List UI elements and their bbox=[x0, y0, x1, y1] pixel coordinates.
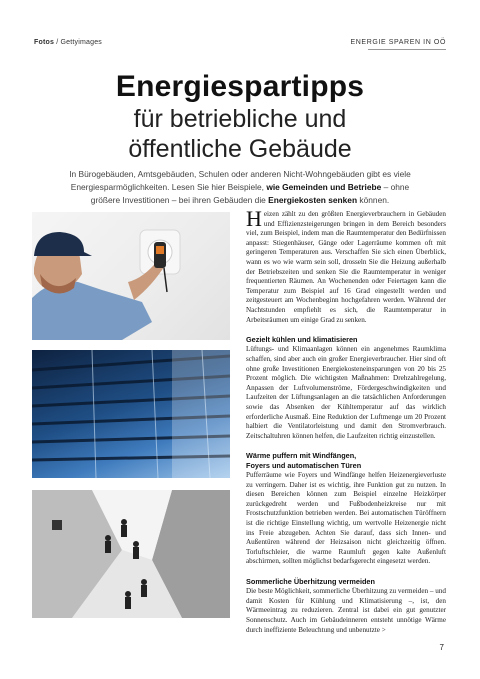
article-body bbox=[246, 206, 446, 635]
body-paragraph-1 bbox=[246, 206, 446, 325]
photo-credit bbox=[34, 39, 102, 46]
subheading-windbreaks-line-1: Wärme puffern mit Windfängen, bbox=[246, 451, 357, 461]
intro-paragraph bbox=[60, 168, 420, 207]
body-paragraph-4: Die beste Möglichkeit, sommerliche Überhitzung zu vermeiden – und damit Kosten für Kühlung und Klimatisierung –, ist, den Wärmeeintrag zu reduzieren. Zentral ist dabei ein gut genutzter Sonnenschutz. Auch im Gebäudeinneren entsteht unnötige Wärme durch ineffiziente Beleuchtung und unbenutzte > bbox=[246, 587, 446, 634]
photo-credit-label: Fotos bbox=[34, 39, 55, 46]
body-paragraph-3: Pufferräume wie Foyers und Windfänge helfen Heizenergieverluste zu verringern. Daher ist es wichtig, ihre Funktion gut zu nutzen. In diesen Bereichen können zum Beispiel einzelne Heizkörper zurückgedreht werden und Fußbodenheizkreise nur mit Frostschutzfunktion betrieben werden. Bei automatischen Türöffnern ist die richtige Einstellung wichtig, um wertvolle Heizenergie nicht ins Freie abzugeben. Achten Sie darauf, dass sich Innen- und Außentüren während der Heizsaison nicht gleichzeitig öffnen. Torluftschleier, die warme Raumluft gegen kalte Außenluft abschirmen, sollten möglichst bedarfsgerecht eingesetzt werden. bbox=[246, 470, 446, 566]
subtitle-line-1: für betriebliche und bbox=[133, 105, 347, 133]
header-rule bbox=[368, 49, 446, 50]
subheading-windbreaks bbox=[246, 451, 446, 470]
photo-credit-value: / Gettyimages bbox=[54, 39, 102, 46]
photo-lobby-people bbox=[32, 490, 230, 618]
intro-text-1: In Bürogebäuden, Amtsgebäuden, Schulen oder anderen Nicht-Wohngebäuden gibt es viele Energiesparmöglichkeiten. Lesen Sie hier Beispiele, bbox=[69, 169, 411, 192]
page-number: 7 bbox=[439, 643, 444, 652]
body-paragraph-2: Lüftungs- und Klimaanlagen können ein angenehmes Raumklima schaffen, sind aber auch ein großer Energieverbraucher. Hier sind oft ohne große Investitionen Energiekosteneinsparungen von 20 bis 25 Prozent möglich. Die wichtigsten Maßnahmen: Drehzahlregelung, Anpassen der Luftvolumenströme, Fördergeschwindigkeiten und Laufzeiten der Lüftungsanlagen an die tatsächlichen Anforderungen sowie das Absenken der Kühltemperatur auf das wirklich erforderliche Ausmaß. Eine Reduktion der Luftmenge um 20 Prozent halbiert die Ventilatorleistung und damit den Stromverbrauch. Zeitschaltuhren können helfen, die Laufzeiten richtig einzustellen. bbox=[246, 345, 446, 440]
page-title: Energiespartipps bbox=[115, 70, 365, 103]
subheading-overheating: Sommerliche Überhitzung vermeiden bbox=[246, 576, 375, 586]
photo-technician-thermostat bbox=[32, 212, 230, 340]
subtitle-line-2: öffentliche Gebäude bbox=[128, 135, 352, 163]
subheading-cooling: Gezielt kühlen und klimatisieren bbox=[246, 335, 358, 345]
intro-text-3: können. bbox=[357, 195, 390, 205]
subheading-windbreaks-line-2: Foyers und automatischen Türen bbox=[246, 460, 362, 470]
photo-office-facade bbox=[32, 350, 230, 478]
intro-text-2: – ohne größere Investitionen – bei ihren Gebäuden die bbox=[90, 182, 410, 205]
drop-cap: H bbox=[246, 206, 262, 231]
intro-bold-1: wie Gemeinden und Betriebe bbox=[266, 182, 382, 192]
section-label: ENERGIE SPAREN IN OÖ bbox=[350, 39, 446, 46]
intro-bold-2: Energiekosten senken bbox=[268, 195, 358, 205]
body-paragraph-1-text: eizen zählt zu den größten Energieverbrauchern in Gebäuden und Effizienzsteigerungen bringen in dem Bereich besonders viel, zum Beispiel, indem man die Raumtemperatur den Bedürfnissen anpasst: Stiegenhäuser, Gänge oder Lagerräume kommen oft mit geringeren Temperaturen aus. Verschaffen Sie sich einen Überblick, wann es wo wie warm sein soll, drosseln Sie die Heizung außerhalb der Betriebszeiten und senken Sie die Raumtemperatur in weniger frequentierten Räumen. An Wochenenden oder Feiertagen kann die Temperatur zum Beispiel auf 16 Grad eingestellt werden und zeitgesteuert am Wochenbeginn hochgefahren werden. Während der Nachtstunden empfiehlt es sich, die Raumtemperatur in Arbeitsräumen um einige Grad zu senken. bbox=[246, 210, 446, 324]
title-block bbox=[0, 70, 480, 164]
